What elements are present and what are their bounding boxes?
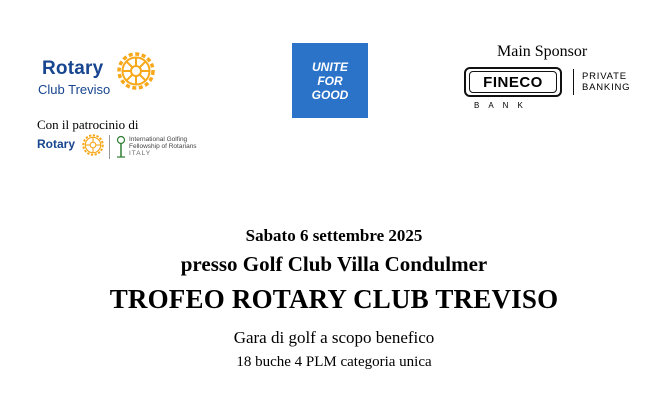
fineco-outer-box xyxy=(464,67,562,97)
private-banking-label xyxy=(582,71,630,93)
event-venue: presso Golf Club Villa Condulmer xyxy=(180,252,488,276)
private-line1: PRIVATE xyxy=(582,71,627,82)
fineco-logo xyxy=(464,67,640,113)
iigfr-line3: ITALY xyxy=(129,150,152,157)
iigfr-line2: Fellowship of Rotarians xyxy=(129,143,197,150)
fineco-bank-label: BANK xyxy=(474,101,532,110)
logo-divider xyxy=(109,135,110,159)
club-name: Club Treviso xyxy=(38,82,111,97)
unite-line3: GOOD xyxy=(311,87,349,102)
iigfr-text xyxy=(129,136,197,157)
event-title: TROFEO ROTARY CLUB TREVISO xyxy=(109,284,559,314)
rotary-wheel-icon xyxy=(115,50,157,92)
patronage-label: Con il patrocinio di xyxy=(37,117,139,132)
private-line2: BANKING xyxy=(582,82,631,93)
rotary-small-wordmark: Rotary xyxy=(37,137,76,151)
fineco-wordmark: FINECO xyxy=(469,71,557,93)
event-date: Sabato 6 settembre 2025 xyxy=(245,226,423,245)
event-format: 18 buche 4 PLM categoria unica xyxy=(236,354,432,370)
golf-ball-icon xyxy=(115,135,127,159)
rotary-wheel-small-icon xyxy=(81,133,105,157)
rotary-club-treviso-logo xyxy=(38,48,168,98)
unite-line1: UNITE xyxy=(312,59,348,74)
rotary-wordmark: Rotary xyxy=(42,58,104,79)
rotary-iigfr-logo xyxy=(37,133,207,163)
unite-line2: FOR xyxy=(317,73,343,88)
iigfr-line1: International Golfing xyxy=(129,136,188,143)
fineco-divider xyxy=(573,69,574,95)
unite-for-good-logo xyxy=(292,43,368,118)
main-sponsor-label: Main Sponsor xyxy=(497,43,588,60)
event-subtitle: Gara di golf a scopo benefico xyxy=(233,328,435,347)
